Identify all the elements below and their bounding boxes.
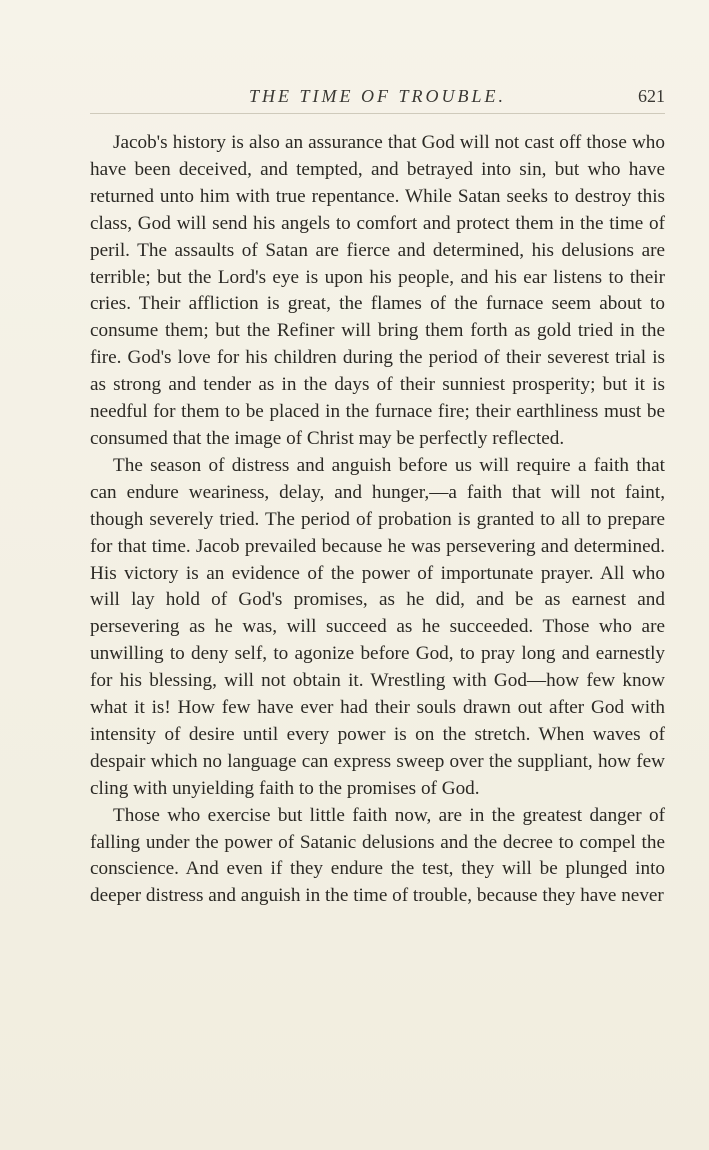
paragraph-1: Jacob's history is also an assurance that God will not cast off those who have been deceived, and tempted, and betrayed into sin, but who have returned unto him with true repentance. While Satan seeks to destroy this class, God will send his angels to comfort and protect them in the time of peril. The assaults of Satan are fierce and determined, his delusions are terrible; but the Lord's eye is upon his people, and his ear listens to their cries. Their affliction is great, the flames of the furnace seem about to consume them; but the Refiner will bring them forth as gold tried in the fire. God's love for his children during the period of their severest trial is as strong and tender as in the days of their sunniest prosperity; but it is needful for them to be placed in the furnace fire; their earthliness must be consumed that the image of Christ may be perfectly reflected. (90, 132, 665, 449)
running-head (90, 80, 665, 116)
header-rule (90, 113, 665, 114)
page-number: 621 (638, 86, 665, 106)
paragraph-3: Those who exercise but little faith now, are in the greatest danger of falling under the power of Satanic delusions and the decree to compel the conscience. And even if they endure the test, they will be plunged into deeper distress and anguish in the time of trouble, because they have never (90, 804, 665, 907)
paragraph-2: The season of distress and anguish before us will require a faith that can endure weariness, delay, and hunger,—a faith that will not faint, though severely tried. The period of probation is granted to all to prepare for that time. Jacob prevailed because he was persevering and determined. His victory is an evidence of the power of importunate prayer. All who will lay hold of God's promises, as he did, and be as earnest and persevering as he was, will succeed as he succeeded. Those who are unwilling to deny self, to agonize before God, to pray long and earnestly for his blessing, will not obtain it. Wrestling with God—how few know what it is! How few have ever had their souls drawn out after God with intensity of desire until every power is on the stretch. When waves of despair which no language can express sweep over the suppliant, how few cling with unyielding faith to the promises of God. (90, 454, 665, 799)
body-text (90, 130, 665, 910)
chapter-title: THE TIME OF TROUBLE. (249, 86, 506, 106)
